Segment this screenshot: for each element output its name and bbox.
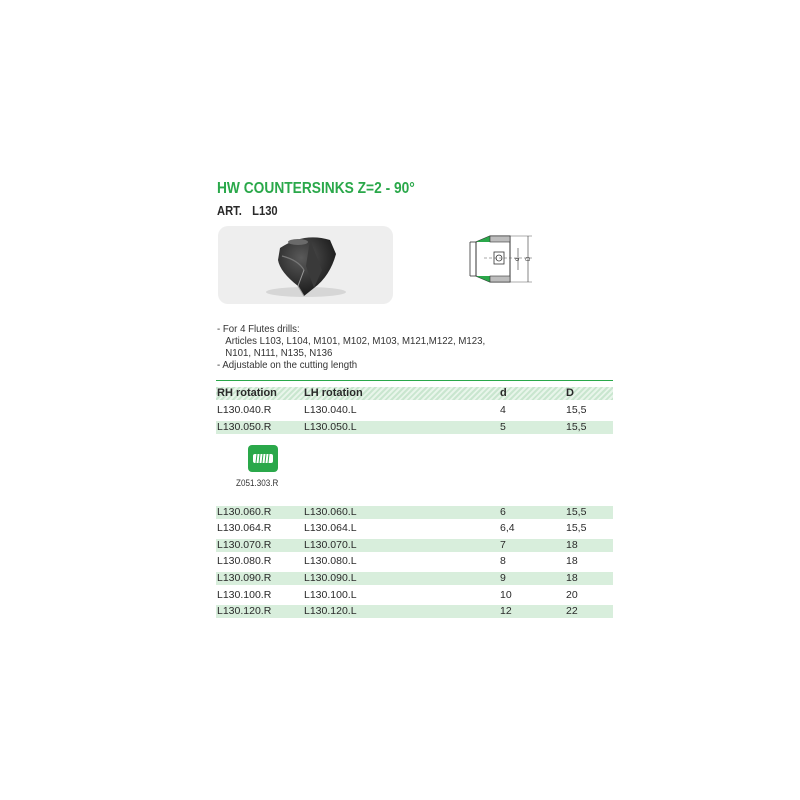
cell-d: 6 [500, 506, 506, 518]
cell-d: 8 [500, 555, 506, 567]
cell-lh: L130.080.L [304, 555, 357, 567]
table-row [216, 572, 613, 585]
cell-D: 15,5 [566, 421, 587, 433]
cell-D: 15,5 [566, 522, 587, 534]
cell-lh: L130.090.L [304, 572, 357, 584]
cell-lh: L130.040.L [304, 404, 357, 416]
technical-drawing [462, 230, 542, 290]
cell-D: 15,5 [566, 404, 587, 416]
cell-lh: L130.060.L [304, 506, 357, 518]
cell-D: 22 [566, 605, 578, 617]
description-line: - Adjustable on the cutting length [217, 359, 358, 371]
cell-lh: L130.100.L [304, 589, 357, 601]
table-row [216, 522, 613, 535]
article-code: L130 [252, 203, 278, 218]
countersink-image [218, 226, 393, 304]
cell-rh: L130.100.R [217, 589, 272, 601]
accessory-badge[interactable] [248, 445, 278, 472]
table-header [216, 387, 613, 400]
table-row [216, 555, 613, 568]
description-line: Articles L103, L104, M101, M102, M103, M121,M122, M123, [225, 335, 486, 347]
cell-D: 15,5 [566, 506, 587, 518]
cell-D: 18 [566, 572, 578, 584]
countersink-diagram [462, 230, 542, 290]
page-title: HW COUNTERSINKS Z=2 - 90° [217, 180, 415, 197]
cell-rh: L130.080.R [217, 555, 272, 567]
description-line: - For 4 Flutes drills: [217, 323, 300, 335]
table-top-rule [216, 380, 613, 381]
cell-rh: L130.120.R [217, 605, 272, 617]
cell-d: 12 [500, 605, 512, 617]
table-row [216, 589, 613, 602]
cell-d: 10 [500, 589, 512, 601]
description [217, 323, 485, 371]
accessory-code: Z051.303.R [236, 478, 279, 488]
article-label: ART. [217, 203, 242, 218]
cell-D: 18 [566, 555, 578, 567]
cell-lh: L130.050.L [304, 421, 357, 433]
diagram-label-d: d [515, 257, 521, 261]
header-lh: LH rotation [304, 387, 363, 399]
cell-lh: L130.120.L [304, 605, 357, 617]
cell-lh: L130.070.L [304, 539, 357, 551]
cell-rh: L130.040.R [217, 404, 272, 416]
diagram-label-D: D [526, 256, 532, 261]
cell-rh: L130.050.R [217, 421, 272, 433]
description-line: N101, N111, N135, N136 [225, 347, 333, 359]
cell-d: 9 [500, 572, 506, 584]
header-d: d [500, 387, 507, 399]
product-photo [218, 226, 393, 304]
cell-rh: L130.090.R [217, 572, 272, 584]
cell-rh: L130.064.R [217, 522, 272, 534]
cell-d: 4 [500, 404, 506, 416]
table-row [216, 539, 613, 552]
header-D: D [566, 387, 574, 399]
cell-rh: L130.060.R [217, 506, 272, 518]
table-row [216, 421, 613, 434]
article-line [217, 203, 278, 218]
screw-icon [248, 445, 278, 472]
cell-d: 7 [500, 539, 506, 551]
cell-lh: L130.064.L [304, 522, 357, 534]
cell-D: 18 [566, 539, 578, 551]
header-rh: RH rotation [217, 387, 277, 399]
cell-d: 5 [500, 421, 506, 433]
cell-D: 20 [566, 589, 578, 601]
table-row [216, 404, 613, 417]
table-row [216, 506, 613, 519]
cell-rh: L130.070.R [217, 539, 272, 551]
table-row [216, 605, 613, 618]
cell-d: 6,4 [500, 522, 515, 534]
